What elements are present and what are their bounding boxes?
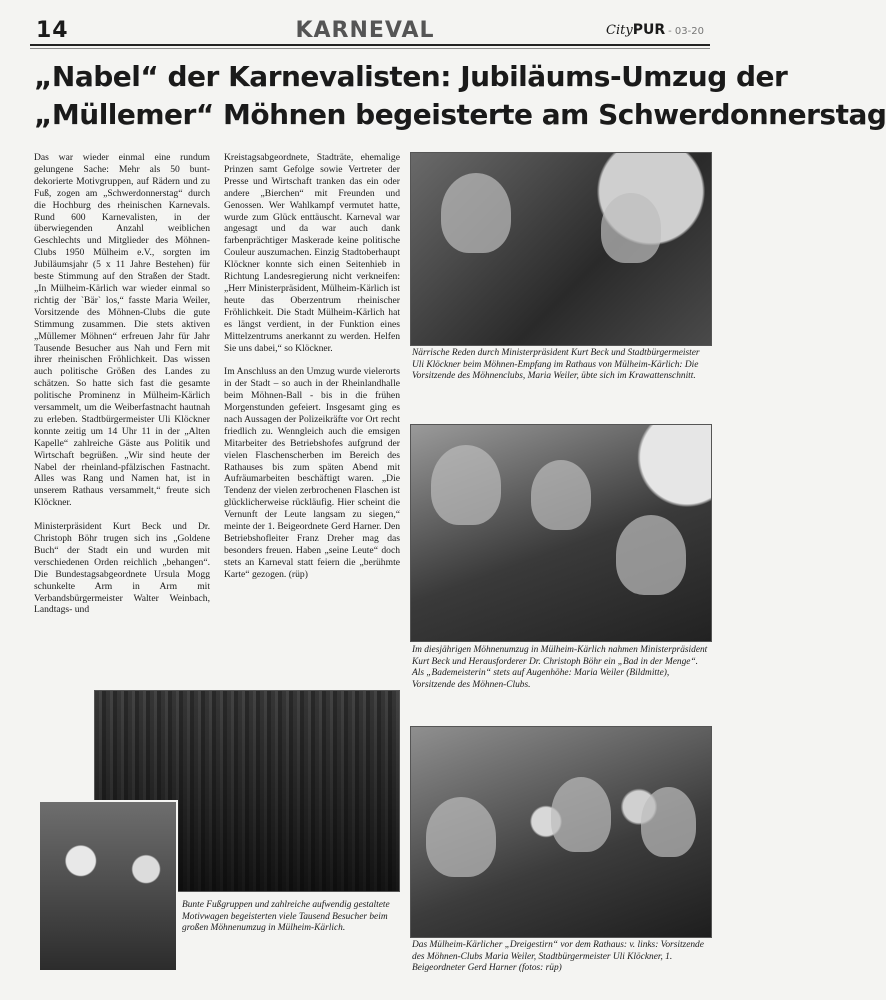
photo-caption: Im diesjährigen Möhnenumzug in Mülheim-Kärlich nahmen Ministerpräsident Kurt Beck und Herausforderer Dr. Christoph Böhr ein „Bad in der Menge“. Als „Bademeisterin“ stets auf Augenhöhe: Maria Weiler (Bildmitte), Vorsitzende des Möhnen-Clubs.: [412, 645, 708, 690]
photo-caption: Närrische Reden durch Ministerpräsident Kurt Beck und Stadtbürgermeister Uli Klöckner beim Möhnen-Empfang im Rathaus von Mülheim-Kärlich: Die Vorsitzende des Möhnenclubs, Maria Weiler, übte sich im Krawattenschnitt.: [412, 348, 700, 381]
figure-silhouette: [641, 787, 696, 857]
photo-reception-speech: [410, 152, 712, 346]
page-number: 14: [36, 18, 69, 43]
article-column-2: [224, 152, 400, 593]
brand-pur: PUR: [632, 22, 666, 38]
paragraph: Das war wieder einmal eine rundum gelungene Sache: Mehr als 50 bunt-dekorierte Motivgruppen, auf Rädern und zu Fuß, zogen am „Schwerdonnerstag“ durch die Hochburg des rheinischen Karnevals. Rund 600 Karnevalisten, in der überwiegenden Anzahl weiblichen Geschlechts und Mitglieder des Möhnen-Clubs 1950 Mülheim e.V., sorgten im Jubiläumsjahr (5 x 11 Jahre Bestehen) für beste Stimmung auf den Straßen der Stadt. „In Mülheim-Kärlich war wieder einmal so richtig der `Bär` los,“ fasste Maria Weiler, Vorsitzende des Möhnen-Clubs die gute Stimmung zusammen. Die stets aktiven „Müllemer Möhnen“ erfreuen Jahr für Jahr Tausende Besucher aus Nah und Fern mit ihrer rheinischen Fröhlichkeit. Das wissen auch politische Größen des Landes zu schätzen. So hatte sich fast die gesamte politische Prominenz in Mülheim-Kärlich versammelt, um die Weiberfastnacht hautnah zu erleben. Stadtbürgermeister Uli Klöckner konnte zeitig um 14 Uhr 11 in der „Alten Kapelle“ zahlreiche Gäste aus Politik und Wirtschaft begrüßen. „Wir sind heute der Nabel der rheinland-pfälzischen Fastnacht. Alles was Rang und Namen hat, ist in unserem Rathaus versammelt,“ freute sich Klöckner.: [34, 152, 210, 509]
article-column-1: [34, 152, 210, 628]
figure-silhouette: [531, 460, 591, 530]
section-title: KARNEVAL: [295, 18, 435, 43]
figure-silhouette: [431, 445, 501, 525]
article-headline: [34, 58, 886, 134]
photo-costumed-group: [38, 800, 178, 972]
paragraph: Ministerpräsident Kurt Beck und Dr. Christoph Böhr trugen sich ins „Goldene Buch“ der Stadt ein und wurden mit verschiedenen Orden reichlich „behangen“. Die Bundestagsabgeordnete Ursula Mogg schunkelte Arm in Arm mit Verbandsbürgermeister Walter Weinbach, Landtags- und: [34, 521, 210, 616]
photo-caption: Das Mülheim-Kärlicher „Dreigestirn“ vor dem Rathaus: v. links: Vorsitzende des Möhnen-Clubs Maria Weiler, Stadtbürgermeister Uli Klöckner, 1. Beigeordneter Gerd Harner (fotos: rüp): [412, 940, 704, 973]
issue-number: - 03-20: [668, 26, 704, 37]
figure-silhouette: [616, 515, 686, 595]
photo-caption: Bunte Fußgruppen und zahlreiche aufwendig gestaltete Motivwagen begeisterten viele Tausend Besucher beim großen Möhnenumzug in Mülheim-Kärlich.: [182, 900, 390, 933]
publication-logo: [606, 22, 704, 38]
photo-crowd-bath: [410, 424, 712, 642]
figure-silhouette: [601, 193, 661, 263]
figure-silhouette: [426, 797, 496, 877]
header-rule: [30, 44, 710, 46]
figure-silhouette: [441, 173, 511, 253]
photo-dreigestirn: [410, 726, 712, 938]
page-header: [0, 0, 710, 48]
figure-silhouette: [551, 777, 611, 852]
brand-city: City: [606, 23, 633, 38]
headline-line-1: „Nabel“ der Karnevalisten: Jubiläums-Umzug der: [34, 60, 788, 93]
paragraph: Im Anschluss an den Umzug wurde vielerorts in der Stadt – so auch in der Rheinlandhalle beim Möhnen-Ball - bis in die frühen Morgenstunden gefeiert. Insgesamt ging es nach Aussagen der Polizeikräfte vor Ort recht friedlich zu. Wenngleich auch die emsigen Mitarbeiter des Betriebshofes aufgrund der vielen Flaschenscherben im Bereich des Rathauses bis zum späten Abend mit Aufräumarbeiten beschäftigt waren. „Die Tendenz der vielen zerbrochenen Flaschen ist glücklicherweise rückläufig. Hier scheint die Vernunft der Leute langsam zu siegen,“ meinte der 1. Beigeordnete Gerd Harner. Den Betriebshofleiter Franz Dreher mag das besonders freuen. Haben „seine Leute“ doch stets an Karneval statt feiern die „berühmte Karte“ gezogen. (rüp): [224, 366, 400, 580]
header-rule-thin: [30, 48, 710, 49]
headline-line-2: „Müllemer“ Möhnen begeisterte am Schwerdonnerstag: [34, 98, 886, 131]
paragraph: Kreistagsabgeordnete, Stadträte, ehemalige Prinzen samt Gefolge sowie Vertreter der Presse und Wirtschaft tranken das ein oder andere „Bierchen“ mit Freunden und Genossen. Wer Wahlkampf vermutet hatte, wurde zum Glück enttäuscht. Karneval war angesagt und da war auch dank farbenprächtiger Maskerade keine politische Couleur auszumachen. Einzig Stadtoberhaupt Klöckner konnte sich einen Seitenhieb in Richtung Landesregierung nicht verkneifen: „Herr Ministerpräsident, Mülheim-Kärlich ist heute das Oberzentrum rheinischer Fröhlichkeit. Die Stadt Mülheim-Kärlich hat es längst verdient, in der Funktion eines Mittelzentrums anerkannt zu werden. Helfen Sie uns dabei,“ so Klöckner.: [224, 152, 400, 354]
